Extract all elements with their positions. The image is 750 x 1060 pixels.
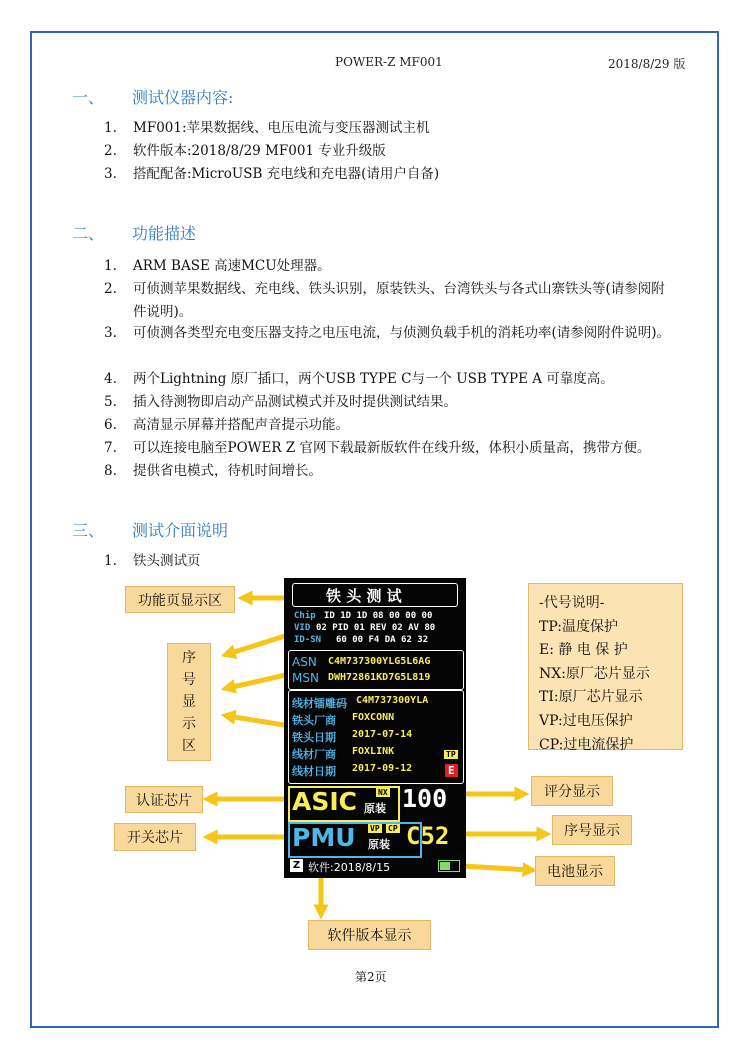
item-text: 可以连接电脑至POWER Z 官网下载最新版软件在线升级，体积小质量高，携带方便。 (133, 440, 651, 456)
code-legend-title: -代号说明- (539, 595, 605, 611)
code-line: CP:过电流保护 (539, 736, 634, 753)
item-number: 1. (104, 258, 117, 274)
callout-serial-area (167, 643, 211, 761)
idsn-values: 60 00 F4 DA 62 32 (336, 635, 429, 645)
item-text: 可侦测各类型充电变压器支持之电压电流，与侦测负载手机的消耗功率(请参阅附件说明)。 (133, 325, 671, 341)
pmu-label: PMU (292, 823, 356, 852)
section-1-number: 一、 (72, 88, 105, 107)
vid-values: 02 PID 01 REV 02 AV 80 (316, 623, 436, 633)
callout-char: 序 (182, 650, 196, 666)
callout-char: 显 (182, 694, 196, 710)
callout-char: 示 (182, 716, 196, 732)
section-2-number: 二、 (72, 224, 105, 243)
arrow-seq-1 (228, 636, 285, 654)
item-text: MF001:苹果数据线、电压电流与变压器测试主机 (133, 120, 430, 136)
asn-value: C4M737300YLG5L6AG (328, 656, 431, 667)
callout-score: 评分显示 (531, 776, 613, 806)
screen-title: 铁 头 测 试 (326, 587, 402, 605)
page-number: 第2页 (355, 970, 387, 984)
chip-label: Chip (294, 611, 316, 621)
item-text: 提供省电模式，待机时间增长。 (133, 463, 322, 479)
info-value: 2017-09-12 (352, 763, 413, 774)
section-2-title: 功能描述 (132, 224, 197, 243)
callout-battery: 电池显示 (535, 856, 615, 886)
section-1-title: 测试仪器内容: (132, 88, 234, 107)
code-line: TI:原厂芯片显示 (539, 689, 643, 706)
item-number: 8. (104, 463, 117, 479)
item-number: 3. (104, 166, 117, 182)
msn-label: MSN (292, 671, 319, 685)
code-line: TP:温度保护 (539, 618, 618, 635)
header-version: 2018/8/29 版 (608, 57, 686, 71)
vid-label: VID (294, 623, 311, 633)
info-value: FOXLINK (352, 746, 395, 757)
header-title: POWER-Z MF001 (335, 55, 443, 69)
code-legend (528, 583, 683, 753)
code-line: NX:原厂芯片显示 (539, 665, 650, 682)
nx-badge: NX (378, 788, 388, 797)
callout-function-area: 功能页显示区 (125, 586, 235, 613)
device-screen (284, 578, 466, 878)
item-number: 4. (104, 371, 117, 387)
item-text: 搭配配备:MicroUSB 充电线和充电器(请用户自备) (133, 166, 440, 182)
arrow-seq-2 (228, 674, 290, 688)
callout-char: 区 (182, 738, 196, 754)
item-number: 2. (104, 143, 117, 159)
e-badge: E (445, 764, 458, 777)
item-text: 高清显示屏幕并搭配声音提示功能。 (133, 417, 349, 433)
asn-label: ASN (292, 655, 317, 669)
asic-original: 原装 (364, 802, 386, 815)
section-3-number: 三、 (72, 521, 105, 540)
pmu-original: 原装 (368, 838, 390, 851)
power-z-logo-icon: Z (290, 859, 303, 872)
callout-char: 号 (182, 672, 196, 688)
item-number: 6. (104, 417, 117, 433)
vp-badge: VP (370, 824, 380, 833)
info-value: FOXCONN (352, 712, 395, 723)
callout-auth-chip: 认证芯片 (125, 786, 203, 813)
info-value: 2017-07-14 (352, 729, 413, 740)
serial-value: C52 (406, 822, 450, 850)
item-number: 2. (104, 281, 117, 297)
info-key: 铁头日期 (292, 731, 336, 744)
item-number: 7. (104, 440, 117, 456)
info-value: C4M737300YLA (356, 695, 429, 706)
code-line: VP:过电压保护 (539, 712, 633, 729)
item-text: 铁头测试页 (133, 553, 201, 569)
battery-icon (438, 860, 460, 872)
callout-serial: 序号显示 (552, 815, 632, 845)
item-number: 1. (104, 120, 117, 136)
item-text: 插入待测物即启动产品测试模式并及时提供测试结果。 (133, 394, 457, 410)
info-key: 线材镭雕码 (292, 697, 347, 710)
arrow-battery (462, 866, 530, 870)
cp-badge: CP (388, 824, 398, 833)
chip-values: ID 1D 1D 08 00 00 00 (324, 611, 433, 621)
section-3-title: 测试介面说明 (132, 521, 229, 540)
item-text: ARM BASE 高速MCU处理器。 (133, 258, 331, 274)
arrow-seq-3 (228, 716, 290, 726)
idsn-label: ID-SN (294, 635, 322, 645)
item-text: 可侦测苹果数据线、充电线、铁头识别，原装铁头、台湾铁头与各式山寨铁头等(请参阅附件说明)。 (133, 281, 665, 320)
callout-software-version: 软件版本显示 (308, 920, 431, 950)
item-number: 5. (104, 394, 117, 410)
item-number: 1. (104, 553, 117, 569)
tp-badge: TP (446, 750, 456, 759)
item-text: 两个Lightning 原厂插口，两个USB TYPE C与一个 USB TYPE A 可靠度高。 (133, 371, 614, 387)
item-text: 软件版本:2018/8/29 MF001 专业升级版 (133, 143, 386, 159)
software-version: 软件:2018/8/15 (308, 861, 391, 874)
code-line: E: 静 电 保 护 (539, 642, 628, 659)
info-key: 线材厂商 (292, 748, 336, 761)
info-key: 线材日期 (292, 765, 336, 778)
score-value: 100 (402, 784, 448, 813)
info-key: 铁头厂商 (292, 714, 336, 727)
msn-value: DWH72861KD7G5L819 (328, 672, 431, 683)
asic-label: ASIC (292, 787, 358, 816)
callout-switch-chip: 开关芯片 (114, 823, 196, 851)
item-number: 3. (104, 325, 117, 341)
